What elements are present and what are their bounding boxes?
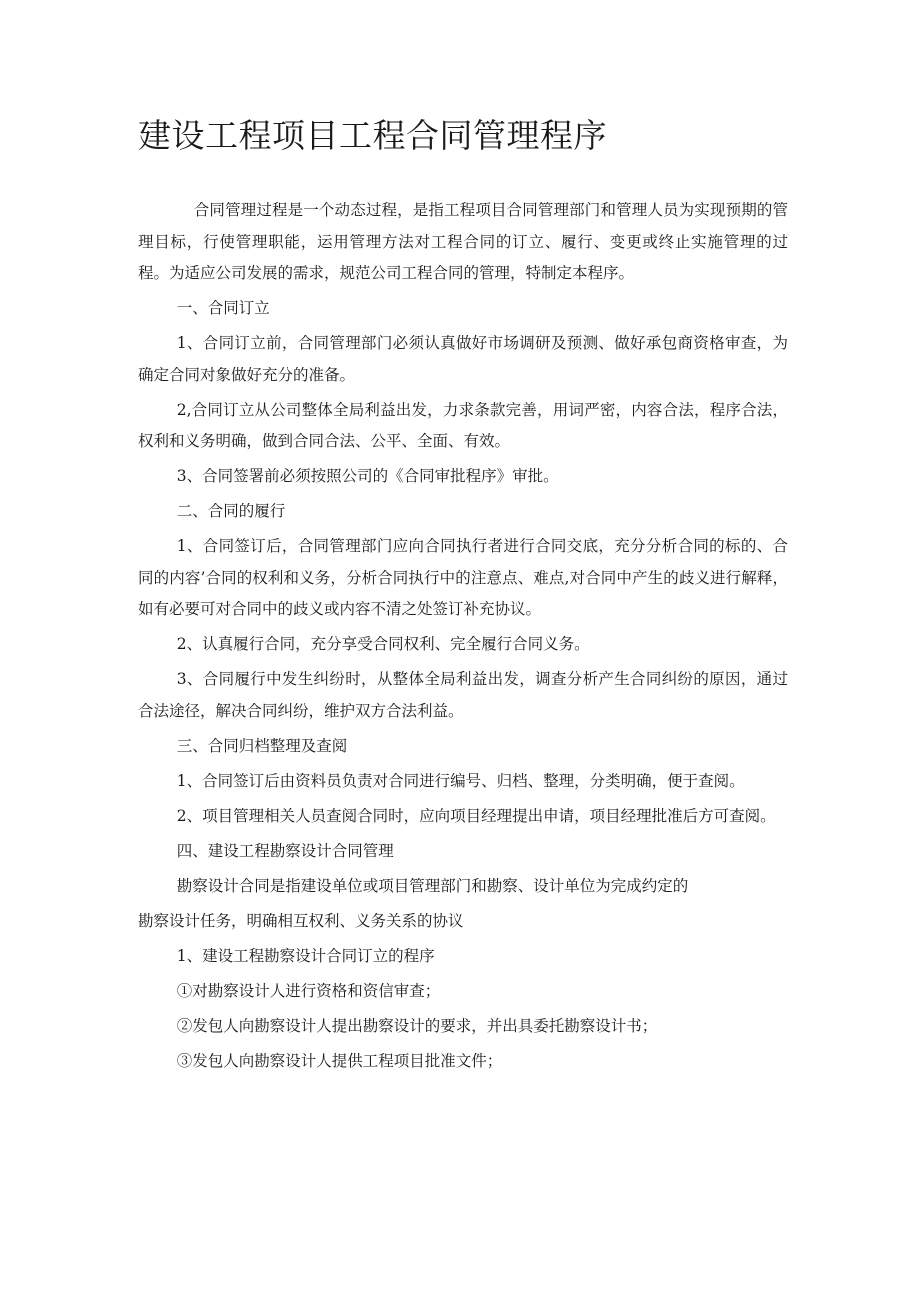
- paragraph: 3、合同签署前必须按照公司的《合同审批程序》审批。: [176, 467, 559, 485]
- paragraph: 勘察设计任务，明确相互权利、义务关系的协议: [138, 911, 464, 930]
- list-item: ③发包人向勘察设计人提供工程项目批准文件；: [176, 1051, 503, 1070]
- document-body: [138, 195, 788, 1081]
- paragraph: 1、合同签订后，合同管理部门应向合同执行者进行合同交底，充分分析合同的标的、合同的内容’合同的权利和义务，分析合同执行中的注意点、难点,对合同中产生的歧义进行解释，如有必要可对合同中的歧义或内容不清之处签订补充协议。: [138, 537, 788, 618]
- section-heading-contract-signing: 一、合同订立: [176, 299, 270, 317]
- section-heading-archiving: 三、合同归档整理及查阅: [176, 736, 348, 755]
- list-item: ①对勘察设计人进行资格和资信审查；: [176, 981, 441, 1000]
- paragraph: 2、认真履行合同，充分享受合同权利、完全履行合同义务。: [176, 635, 590, 653]
- section-heading-contract-performance: 二、合同的履行: [176, 502, 286, 520]
- paragraph: 勘察设计合同是指建设单位或项目管理部门和勘察、设计单位为完成约定的: [176, 876, 689, 895]
- paragraph: 3、合同履行中发生纠纷时，从整体全局利益出发，调查分析产生合同纠纷的原因，通过合法途径，解决合同纠纷，维护双方合法利益。: [138, 670, 788, 720]
- intro-paragraph: 合同管理过程是一个动态过程，是指工程项目合同管理部门和管理人员为实现预期的管理目标，行使管理职能，运用管理方法对工程合同的订立、履行、变更或终止实施管理的过程。为适应公司发展的需求，规范公司工程合同的管理，特制定本程序。: [138, 201, 788, 282]
- paragraph: 1、合同订立前，合同管理部门必须认真做好市场调研及预测、做好承包商资格审查，为确定合同对象做好充分的准备。: [138, 334, 788, 384]
- section-heading-survey-design: 四、建设工程勘察设计合同管理: [176, 841, 394, 860]
- list-item: ②发包人向勘察设计人提出勘察设计的要求，并出具委托勘察设计书；: [176, 1016, 658, 1035]
- subsection-heading: 1、建设工程勘察设计合同订立的程序: [176, 946, 435, 965]
- paragraph: 1、合同签订后由资料员负责对合同进行编号、归档、整理，分类明确，便于查阅。: [176, 771, 745, 790]
- paragraph: 2,合同订立从公司整体全局利益出发，力求条款完善，用词严密，内容合法，程序合法，权利和义务明确，做到合同合法、公平、全面、有效。: [138, 400, 788, 450]
- document-title: 建设工程项目工程合同管理程序: [138, 116, 607, 155]
- paragraph: 2、项目管理相关人员查阅合同时，应向项目经理提出申请，项目经理批准后方可查阅。: [176, 806, 776, 825]
